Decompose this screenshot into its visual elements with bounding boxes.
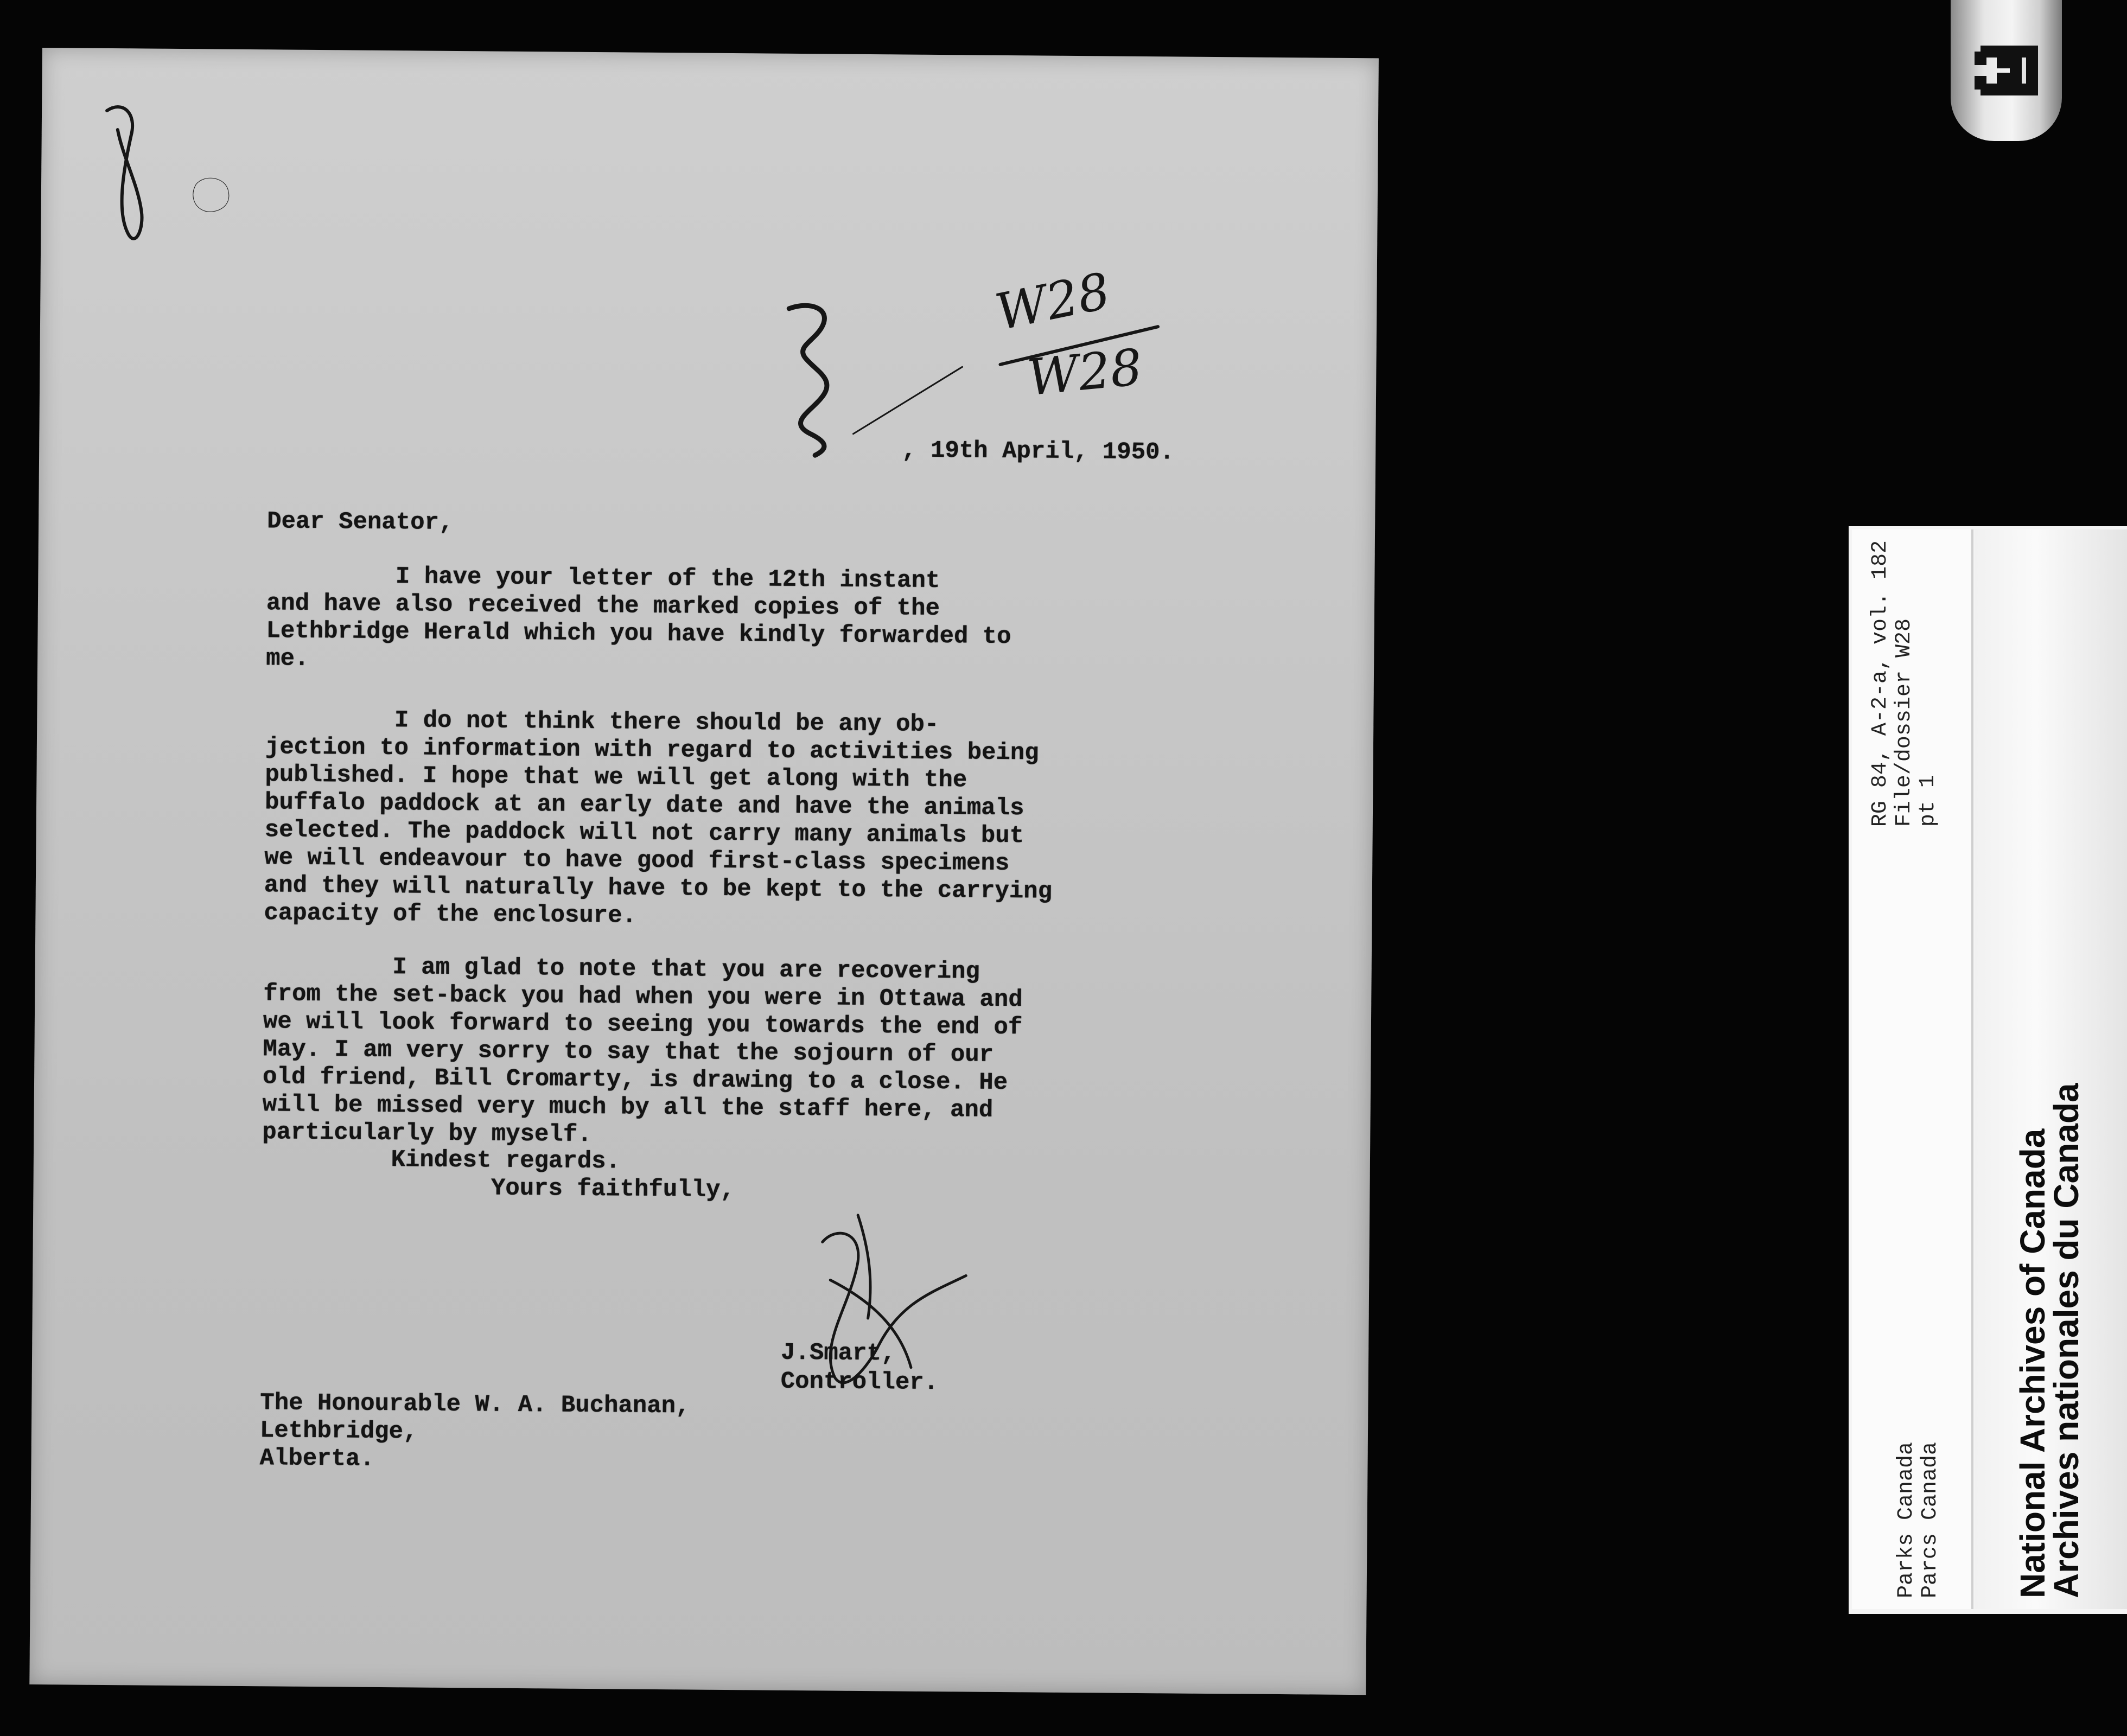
archival-target-strip [1849, 526, 2127, 1614]
archival-owner: Parks Canada Parcs Canada [1894, 1441, 1943, 1598]
signatory-title: Controller. [780, 1368, 939, 1397]
clip-bracket-icon [1980, 52, 2032, 90]
signatory-name: J.Smart, [780, 1339, 896, 1368]
handwritten-file-number-top: W28 [990, 261, 1115, 342]
body-paragraph-3: I am glad to note that you are recovering from the set-back you had when you were in Ottawa and we will look forward to seeing you towards the end of May. I am very sorry to say that the sojourn of our old friend, Bill Cromarty, is drawing to a close. He will be missed very much by all the staff here, and particularly by myself. [262, 953, 1023, 1149]
ink-blot-mark [193, 178, 229, 212]
archival-reference-panel [1852, 529, 1973, 1609]
slash-mark [853, 366, 962, 435]
closing: Kindest regards. Yours faithfully, [262, 1145, 735, 1204]
handwritten-numeral-mark [788, 305, 827, 455]
archives-name: National Archives of Canada Archives nationales du Canada [2013, 1083, 2086, 1598]
pencil-squiggle-mark [106, 107, 143, 239]
archival-reference: RG 84, A-2-a, vol. 182 File/dossier W28 pt 1 [1868, 540, 1940, 827]
body-paragraph-1: I have your letter of the 12th instant and have also received the marked copies of the Lethbridge Herald which you have kindly forwarded to me. [265, 562, 1011, 673]
letter-page [29, 48, 1379, 1695]
letter-date: , 19th April, 1950. [902, 437, 1175, 467]
handwritten-file-number-bottom: W28 [1024, 338, 1145, 407]
binder-clip [1951, 0, 2062, 141]
recipient-address: The Honourable W. A. Buchanan, Lethbridge, Alberta. [259, 1389, 690, 1473]
body-paragraph-2: I do not think there should be any ob- jection to information with regard to activities being published. I hope that we will get along with the buffalo paddock at an early date and have the animals selected. The paddock will not carry many animals but we will endeavour to have good first-class specimens and they will naturally have to be kept to the carrying capacity of the enclosure. [264, 706, 1053, 930]
salutation: Dear Senator, [266, 508, 454, 537]
archives-title-panel [1975, 529, 2127, 1609]
